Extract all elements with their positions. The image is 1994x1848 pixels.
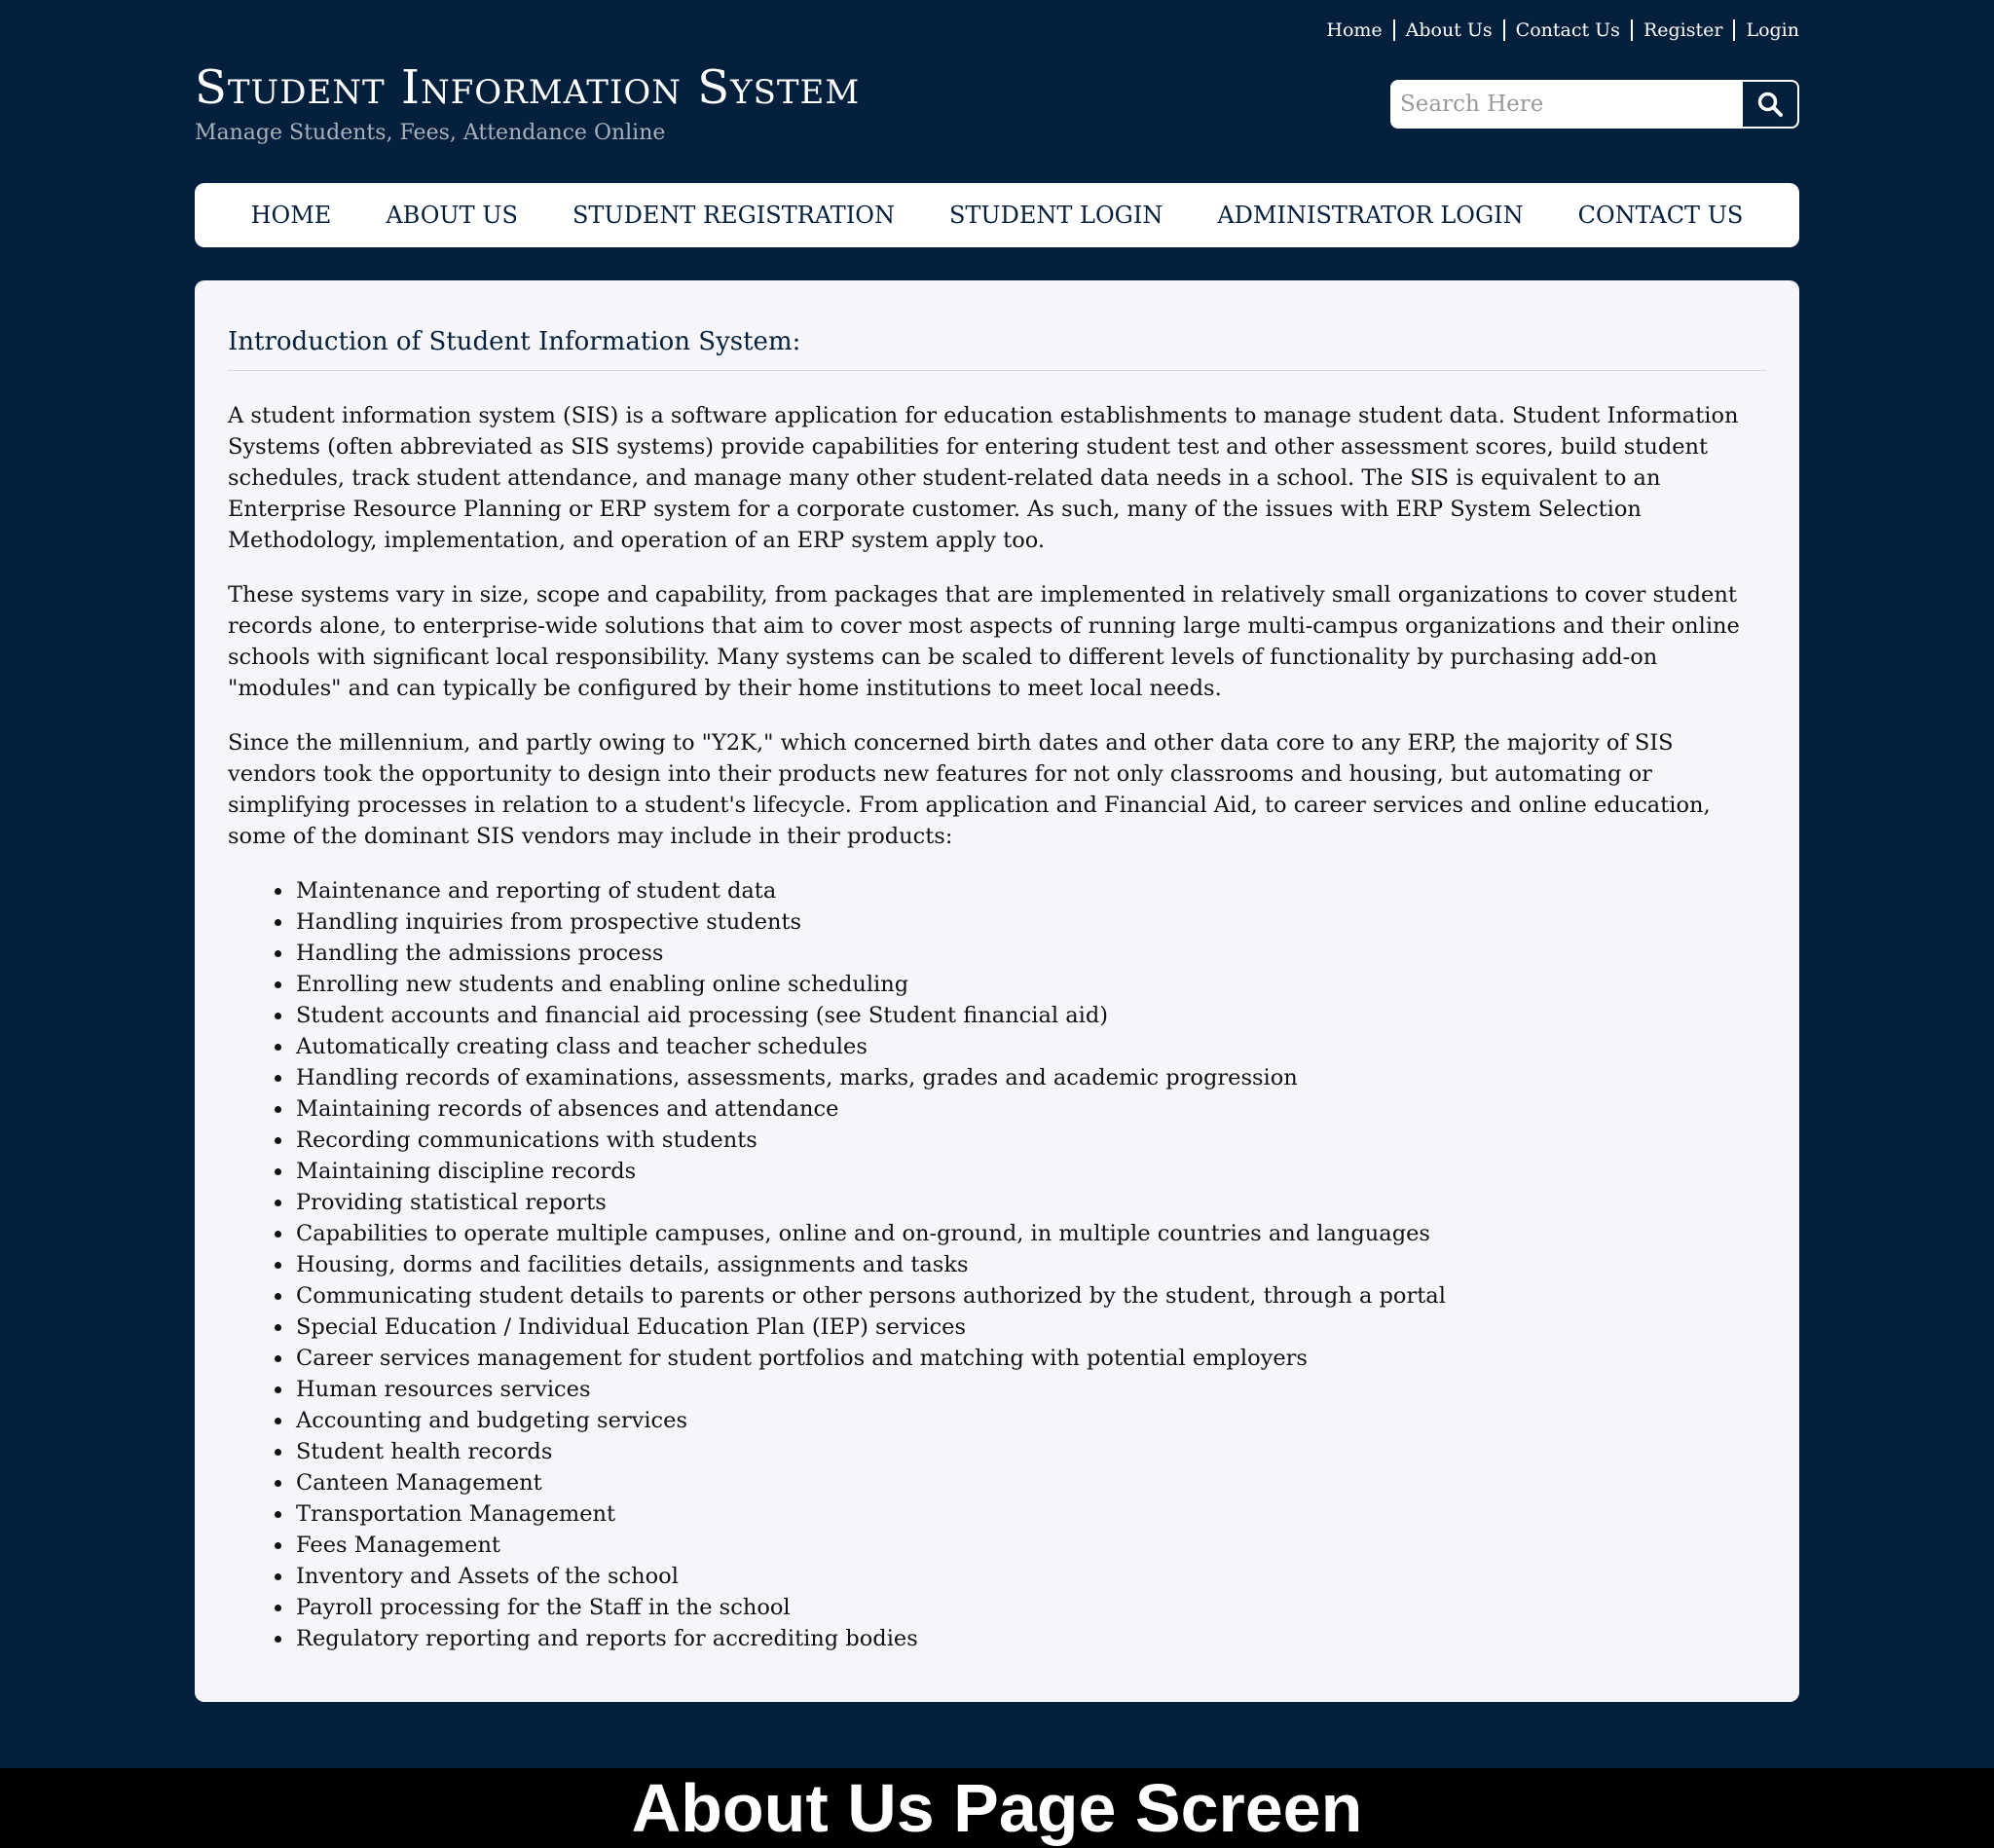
list-item: • Regulatory reporting and reports for accrediting bodies	[294, 1623, 1766, 1654]
feature-list	[294, 875, 1766, 1654]
list-item: • Handling inquiries from prospective students	[294, 906, 1766, 938]
intro-paragraph-1: A student information system (SIS) is a software application for education establishments to manage student data. Student Information Systems (often abbreviated as SIS systems) provide capabilities for entering student test and other assessment scores, build student schedules, track student attendance, and manage many other student-related data needs in a school. The SIS is equivalent to an Enterprise Resource Planning or ERP system for a corporate customer. As such, many of the issues with ERP System Selection Methodology, implementation, and operation of an ERP system apply too.	[228, 403, 1739, 553]
content-panel	[195, 280, 1799, 1702]
nav-administrator-login[interactable]: ADMINISTRATOR LOGIN	[1217, 202, 1524, 229]
list-item: • Accounting and budgeting services	[294, 1405, 1766, 1436]
list-item: • Capabilities to operate multiple campuses, online and on-ground, in multiple countries and languages	[294, 1218, 1766, 1249]
nav-contact-us[interactable]: CONTACT US	[1577, 202, 1744, 229]
content-heading: Introduction of Student Information System:	[228, 327, 1766, 371]
nav-student-registration[interactable]: STUDENT REGISTRATION	[572, 202, 895, 229]
list-item: • Transportation Management	[294, 1498, 1766, 1530]
top-link-contact-us[interactable]: Contact Us	[1503, 19, 1631, 41]
main-nav	[195, 183, 1799, 247]
list-item: • Handling the admissions process	[294, 938, 1766, 969]
intro-paragraph-2: These systems vary in size, scope and capability, from packages that are implemented in relatively small organizations to cover student records alone, to enterprise-wide solutions that aim to cover most aspects of running large multi-campus organizations and their online schools with significant local responsibility. Many systems can be scaled to different levels of functionality by purchasing add-on "modules" and can typically be configured by their home institutions to meet local needs.	[228, 582, 1740, 701]
brand	[195, 60, 860, 145]
top-link-register[interactable]: Register	[1631, 19, 1734, 41]
list-item: • Fees Management	[294, 1530, 1766, 1561]
list-item: • Providing statistical reports	[294, 1187, 1766, 1218]
list-item: • Maintaining records of absences and attendance	[294, 1093, 1766, 1125]
list-item: • Student accounts and financial aid processing (see Student financial aid)	[294, 1000, 1766, 1031]
top-link-about-us[interactable]: About Us	[1393, 19, 1503, 41]
nav-about-us[interactable]: ABOUT US	[386, 202, 518, 229]
list-item: • Automatically creating class and teacher schedules	[294, 1031, 1766, 1062]
list-item: • Communicating student details to parents or other persons authorized by the student, through a portal	[294, 1280, 1766, 1312]
list-item: • Maintaining discipline records	[294, 1156, 1766, 1187]
list-item: • Maintenance and reporting of student data	[294, 875, 1766, 906]
top-link-home[interactable]: Home	[1326, 19, 1383, 41]
intro-paragraph-3: Since the millennium, and partly owing to "Y2K," which concerned birth dates and other data core to any ERP, the majority of SIS vendors took the opportunity to design into their products new features for not only classrooms and housing, but automating or simplifying processes in relation to a student's lifecycle. From application and Financial Aid, to career services and online education, some of the dominant SIS vendors may include in their products:	[228, 730, 1711, 849]
list-item: • Handling records of examinations, assessments, marks, grades and academic progression	[294, 1062, 1766, 1093]
list-item: • Special Education / Individual Education Plan (IEP) services	[294, 1312, 1766, 1343]
list-item: • Student health records	[294, 1436, 1766, 1467]
top-link-login[interactable]: Login	[1733, 19, 1799, 41]
list-item: • Enrolling new students and enabling online scheduling	[294, 969, 1766, 1000]
site-subtitle: Manage Students, Fees, Attendance Online	[195, 121, 666, 145]
list-item: • Recording communications with students	[294, 1125, 1766, 1156]
search-button[interactable]	[1743, 82, 1797, 127]
site-title: Student Information System	[195, 60, 861, 115]
list-item: • Payroll processing for the Staff in the school	[294, 1592, 1766, 1623]
search-input[interactable]	[1392, 82, 1743, 127]
list-item: • Inventory and Assets of the school	[294, 1561, 1766, 1592]
list-item: • Housing, dorms and facilities details, assignments and tasks	[294, 1249, 1766, 1280]
search-icon	[1756, 91, 1784, 118]
list-item: • Canteen Management	[294, 1467, 1766, 1498]
nav-home[interactable]: HOME	[250, 202, 332, 229]
list-item: • Human resources services	[294, 1374, 1766, 1405]
list-item: • Career services management for student portfolios and matching with potential employers	[294, 1343, 1766, 1374]
nav-student-login[interactable]: STUDENT LOGIN	[948, 202, 1163, 229]
screen-caption: About Us Page Screen	[0, 1768, 1994, 1848]
top-links	[1315, 19, 1799, 41]
search-box	[1390, 80, 1799, 129]
